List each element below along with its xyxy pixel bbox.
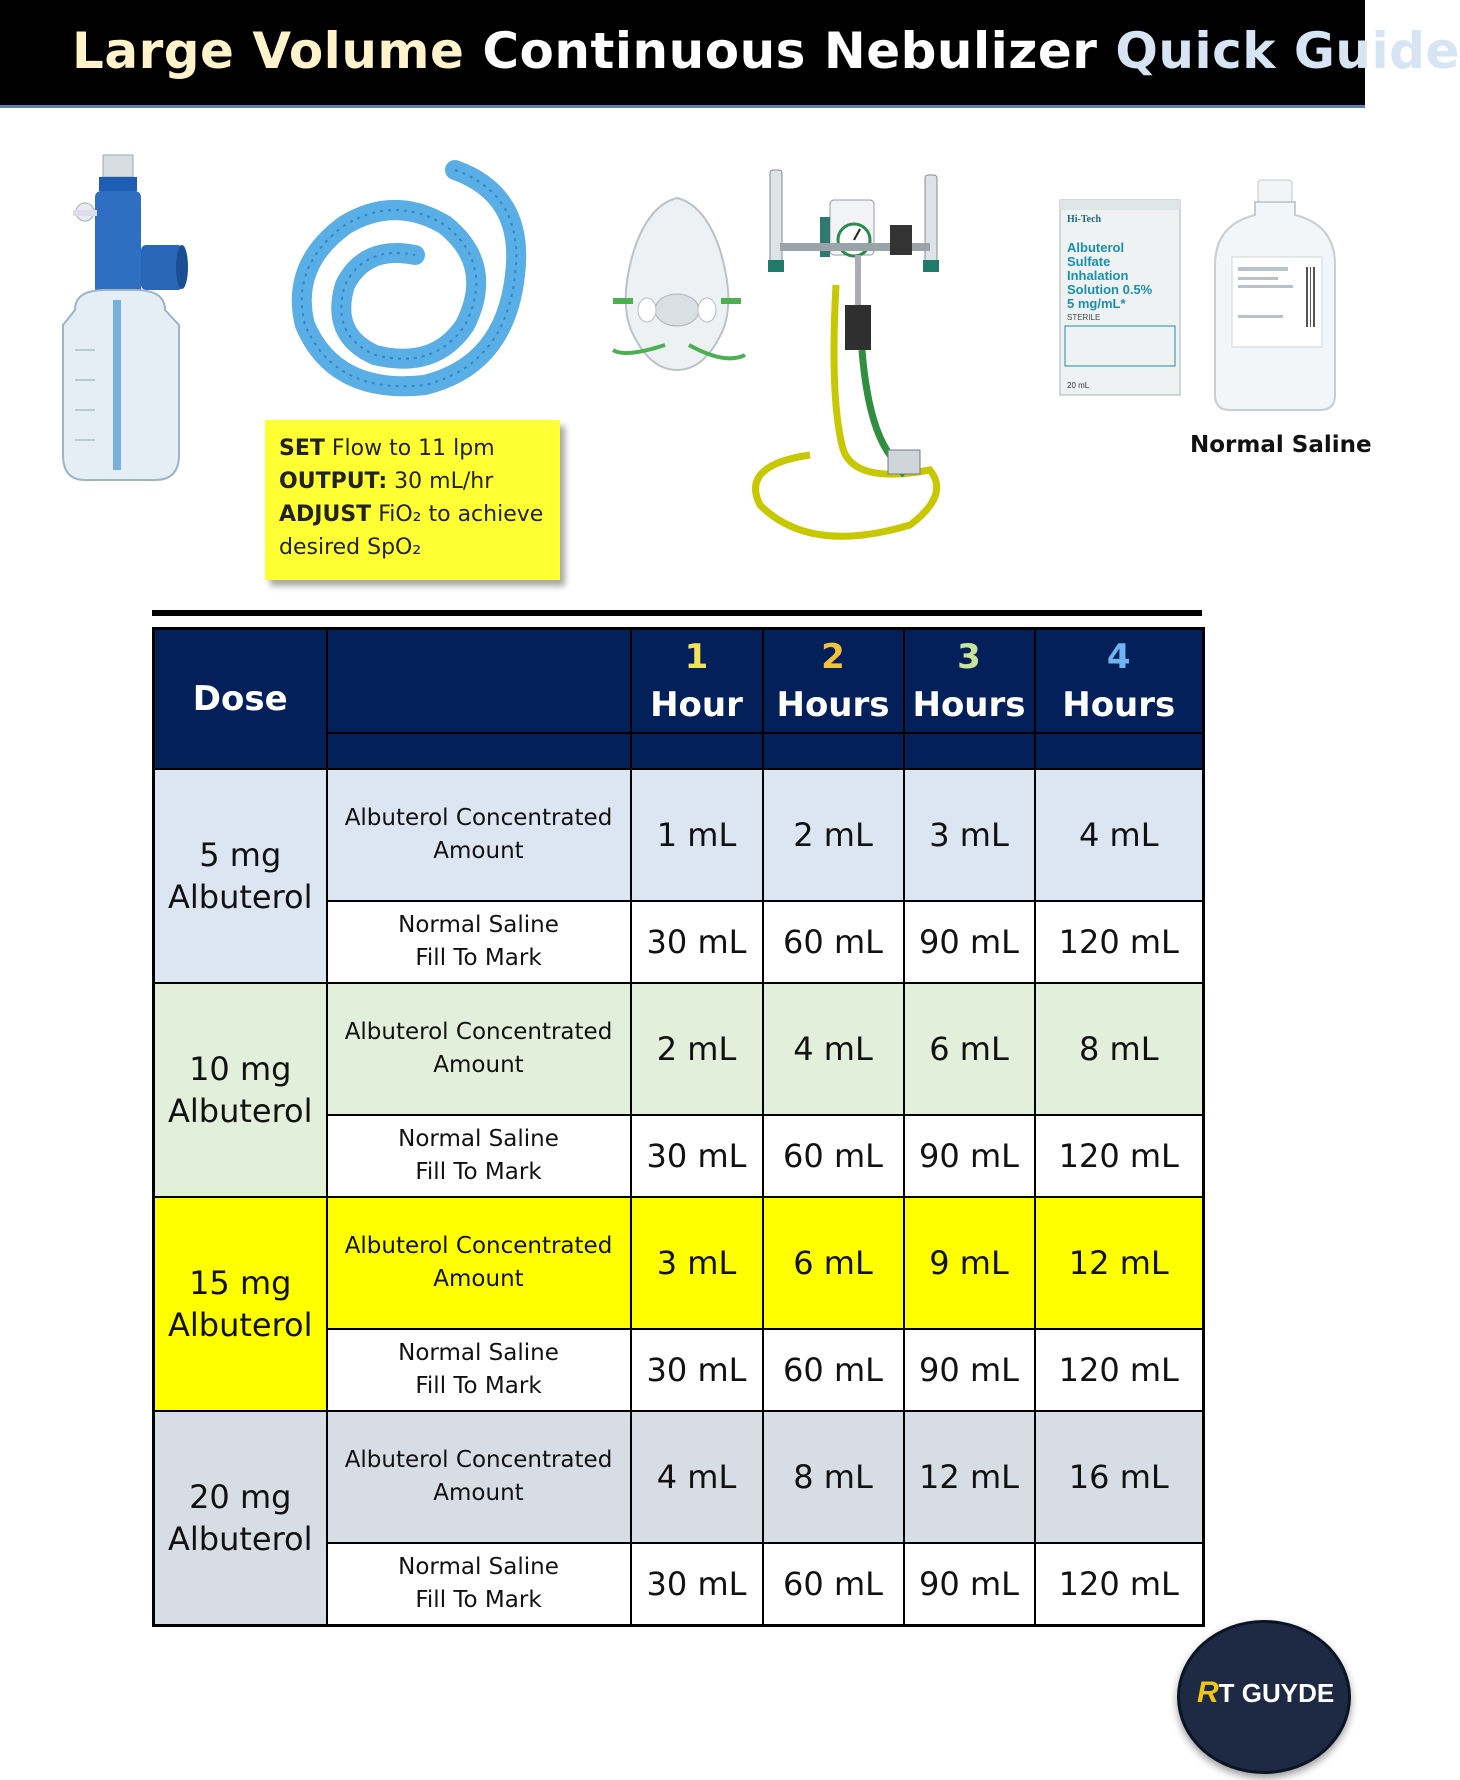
saline-value: 90 mL (904, 1329, 1035, 1411)
hour-2-header: 2 Hours (763, 629, 904, 734)
table-top-divider (152, 610, 1202, 616)
concentrate-value: 2 mL (763, 769, 904, 901)
concentrate-value: 8 mL (763, 1411, 904, 1543)
table-header-row (154, 629, 1204, 734)
concentrate-value: 9 mL (904, 1197, 1035, 1329)
hour-3-header: 3 Hours (904, 629, 1035, 734)
svg-text:20 mL: 20 mL (1067, 381, 1090, 390)
header-sub-cell (327, 733, 631, 769)
concentrate-value: 4 mL (1035, 769, 1204, 901)
title-bar (0, 0, 1460, 108)
svg-text:Hi-Tech: Hi-Tech (1067, 214, 1102, 225)
hour-4-header: 4 Hours (1035, 629, 1204, 734)
saline-value: 60 mL (763, 1543, 904, 1626)
saline-value: 60 mL (763, 901, 904, 983)
header-sub-cell (763, 733, 904, 769)
concentrate-value: 4 mL (631, 1411, 763, 1543)
dose-cell-20mg: 20 mg Albuterol (154, 1411, 327, 1626)
saline-value: 90 mL (904, 901, 1035, 983)
dose-cell-5mg: 5 mg Albuterol (154, 769, 327, 983)
saline-value: 120 mL (1035, 901, 1204, 983)
dosing-table (152, 627, 1205, 1627)
table-row-10mg-concentrate (154, 983, 1204, 1115)
saline-bottle-image (1210, 175, 1340, 415)
box-text-1: Albuterol (1067, 240, 1125, 255)
corrugated-tubing-image (285, 155, 545, 405)
saline-label: Normal Saline Fill To Mark (327, 1329, 631, 1411)
svg-text:STERILE: STERILE (1067, 313, 1101, 322)
concentrate-label: Albuterol Concentrated Amount (327, 769, 631, 901)
saline-value: 90 mL (904, 1543, 1035, 1626)
concentrate-value: 12 mL (904, 1411, 1035, 1543)
concentrate-value: 8 mL (1035, 983, 1204, 1115)
concentrate-value: 6 mL (904, 983, 1035, 1115)
concentrate-value: 12 mL (1035, 1197, 1204, 1329)
table-row-5mg-concentrate (154, 769, 1204, 901)
saline-value: 30 mL (631, 901, 763, 983)
table-row-20mg-concentrate (154, 1411, 1204, 1543)
saline-label: Normal Saline Fill To Mark (327, 901, 631, 983)
saline-value: 60 mL (763, 1329, 904, 1411)
saline-value: 30 mL (631, 1329, 763, 1411)
concentrate-value: 3 mL (631, 1197, 763, 1329)
dose-cell-15mg: 15 mg Albuterol (154, 1197, 327, 1411)
albuterol-box-image (1055, 190, 1190, 405)
concentrate-value: 3 mL (904, 769, 1035, 901)
title-part-3: Quick Guide (1115, 22, 1460, 80)
header-sub-cell (904, 733, 1035, 769)
flow-settings-callout: SET Flow to 11 lpm OUTPUT: 30 mL/hr ADJUST FiO₂ to achieve desired SpO₂ (265, 420, 560, 580)
saline-label: Normal Saline Fill To Mark (327, 1543, 631, 1626)
saline-value: 90 mL (904, 1115, 1035, 1197)
table-row-15mg-concentrate (154, 1197, 1204, 1329)
concentrate-value: 1 mL (631, 769, 763, 901)
concentrate-value: 2 mL (631, 983, 763, 1115)
title-part-2: Continuous Nebulizer (482, 22, 1098, 80)
header-sub-cell (1035, 733, 1204, 769)
concentrate-value: 16 mL (1035, 1411, 1204, 1543)
blank-header (327, 629, 631, 734)
concentrate-label: Albuterol Concentrated Amount (327, 1411, 631, 1543)
saline-label: Normal Saline Fill To Mark (327, 1115, 631, 1197)
hour-1-header: 1 Hour (631, 629, 763, 734)
dose-header: Dose (154, 629, 327, 770)
saline-value: 120 mL (1035, 1115, 1204, 1197)
oxygen-blender-image (750, 165, 965, 550)
box-text-2: Sulfate (1067, 254, 1111, 269)
concentrate-value: 6 mL (763, 1197, 904, 1329)
aerosol-mask-image (605, 190, 750, 380)
page-title (72, 22, 1460, 80)
logo-text: RT GUYDE (1197, 1676, 1335, 1709)
header-sub-cell (631, 733, 763, 769)
saline-value: 120 mL (1035, 1329, 1204, 1411)
saline-value: 30 mL (631, 1115, 763, 1197)
box-text-4: Solution 0.5% (1067, 282, 1153, 297)
concentrate-label: Albuterol Concentrated Amount (327, 1197, 631, 1329)
concentrate-label: Albuterol Concentrated Amount (327, 983, 631, 1115)
title-part-1: Large Volume (72, 22, 465, 80)
saline-caption: Normal Saline (1190, 432, 1372, 458)
box-text-5: 5 mg/mL* (1067, 296, 1126, 311)
nebulizer-bottle-image (55, 150, 195, 490)
box-text-3: Inhalation (1067, 268, 1129, 283)
saline-value: 120 mL (1035, 1543, 1204, 1626)
saline-value: 30 mL (631, 1543, 763, 1626)
concentrate-value: 4 mL (763, 983, 904, 1115)
dose-cell-10mg: 10 mg Albuterol (154, 983, 327, 1197)
saline-value: 60 mL (763, 1115, 904, 1197)
